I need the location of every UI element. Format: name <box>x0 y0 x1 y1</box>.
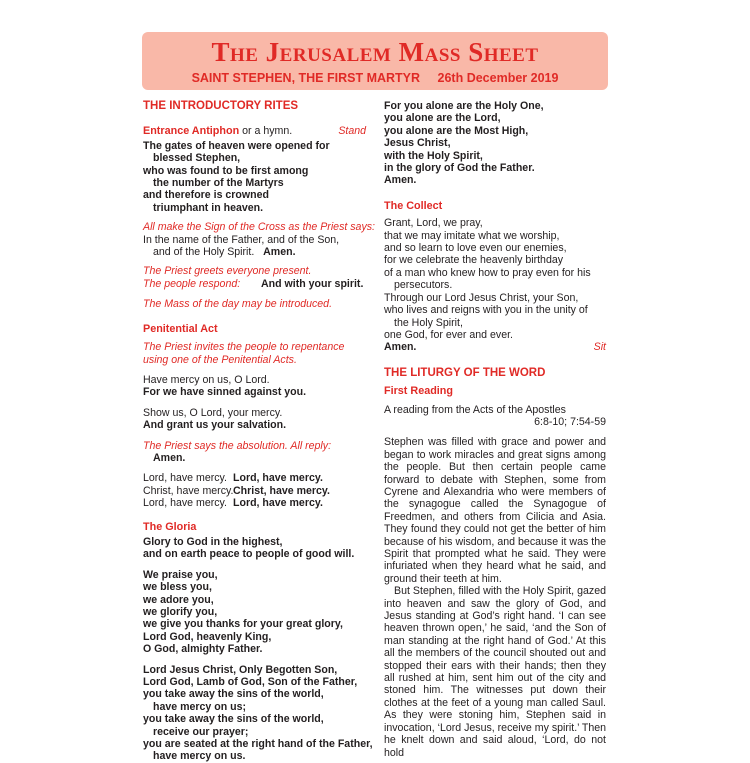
gloria-line: For you alone are the Holy One, <box>384 100 544 112</box>
gloria-line: you take away the sins of the world, <box>143 688 324 701</box>
reading-paragraph: But Stephen, filled with the Holy Spirit, gazed into heaven and saw the glory of God, and Jesus standing at God’s right hand. ‘I can see heaven thrown open,’ he said, ‘and the Son of man standing at the right hand of God.’ At this all the members of the council shouted out and stopped their ears with their hands; then they all rushed at him, sent him out of the city and stoned him. The witnesses put down their clothes at the feet of a young man called Saul. As they were stoning him, Stephen said in invocation, ‘Lord Jesus, receive my spirit.’ Then he knelt down and said aloud, ‘Lord, do not hold <box>384 585 606 759</box>
collect-line: of a man who knew how to pray even for his <box>384 266 591 279</box>
sheet-subtitle <box>142 71 608 85</box>
right-column <box>384 100 606 759</box>
liturgy-of-word-heading: THE LITURGY OF THE WORD <box>384 366 546 379</box>
gloria-line: we bless you, <box>143 581 212 594</box>
collect-amen-line <box>384 341 606 353</box>
posture-stand: Stand <box>338 125 366 138</box>
collect-amen: Amen. <box>384 341 417 354</box>
absolution-rubric: The Priest says the absolution. All reply: <box>143 439 332 452</box>
gloria-line: you take away the sins of the world, <box>143 713 324 726</box>
penitential-act-heading: Penitential Act <box>143 322 218 335</box>
collect-line: Grant, Lord, we pray, <box>384 217 483 230</box>
entrance-antiphon-label: Entrance Antiphon <box>143 125 240 138</box>
collect-line: that we may imitate what we worship, <box>384 229 560 242</box>
antiphon-line: the number of the Martyrs <box>153 177 284 190</box>
entrance-antiphon-line <box>143 125 366 137</box>
collect-line: for we celebrate the heavenly birthday <box>384 254 564 267</box>
reading-paragraph: Stephen was filled with grace and power and began to work miracles and great signs among the people. But then certain people came forward to debate with Stephen, some from Cyrene and Alexandria who were members of the synagogue called the Synagogue of Freedmen, and others from Cilicia and Asia. They found they could not get the better of him because of his wisdom, and because it was the Spirit that prompted what he said. They were infuriated when they heard what he said, and ground their teeth at him. <box>384 436 606 585</box>
sign-amen: Amen. <box>263 246 296 259</box>
masthead <box>142 32 608 90</box>
kyrie-people: Lord, have mercy. <box>233 497 323 510</box>
gloria-line: O God, almighty Father. <box>143 643 263 656</box>
gloria-line: have mercy on us; <box>153 700 247 713</box>
gloria-line: Lord God, Lamb of God, Son of the Father, <box>143 676 358 689</box>
gloria-line: We praise you, <box>143 568 218 581</box>
sheet-title: The Jerusalem Mass Sheet <box>211 37 539 67</box>
collect-line: persecutors. <box>394 279 453 292</box>
collect-line: one God, for ever and ever. <box>384 328 513 341</box>
kyrie-line <box>143 472 366 484</box>
gloria-line: Lord God, heavenly King, <box>143 630 272 643</box>
mass-introduction-rubric: The Mass of the day may be introduced. <box>143 298 333 311</box>
gloria-line: Lord Jesus Christ, Only Begotten Son, <box>143 663 338 676</box>
antiphon-line: and therefore is crowned <box>143 189 269 202</box>
antiphon-line: The gates of heaven were opened for <box>143 139 330 152</box>
introductory-rites-heading: THE INTRODUCTORY RITES <box>143 100 299 112</box>
reading-introduction: A reading from the Acts of the Apostles <box>384 403 566 416</box>
collect-line: who lives and reigns with you in the unity of <box>384 304 588 317</box>
gloria-line: we glorify you, <box>143 606 218 618</box>
sign-of-cross-line: In the name of the Father, and of the Son, <box>143 233 340 246</box>
gloria-line: Jesus Christ, <box>384 137 451 150</box>
collect-heading: The Collect <box>384 199 443 212</box>
collect-line: and so learn to love even our enemies, <box>384 242 567 255</box>
sign-of-cross-rubric: All make the Sign of the Cross as the Priest says: <box>143 221 375 234</box>
gloria-line: in the glory of God the Father. <box>384 162 535 175</box>
mercy-people: And grant us your salvation. <box>143 419 287 432</box>
gloria-amen: Amen. <box>384 174 417 187</box>
gloria-line: Glory to God in the highest, <box>143 535 283 548</box>
kyrie-priest: Lord, have mercy. <box>143 472 227 485</box>
greeting-response: And with your spirit. <box>261 277 364 290</box>
gloria-line: receive our prayer; <box>153 725 249 738</box>
penitential-rubric: The Priest invites the people to repentance <box>143 341 345 354</box>
entrance-antiphon-text <box>143 140 366 214</box>
gloria-line: and on earth peace to people of good will. <box>143 548 355 561</box>
gloria-heading: The Gloria <box>143 520 197 533</box>
gloria-stanza <box>143 536 366 561</box>
kyrie-people: Christ, have mercy. <box>233 484 330 497</box>
gloria-conclusion <box>384 100 606 187</box>
mercy-priest: Have mercy on us, O Lord. <box>143 373 270 386</box>
collect-line: Through our Lord Jesus Christ, your Son, <box>384 291 579 304</box>
gloria-line: you are seated at the right hand of the Father, <box>143 738 373 751</box>
feast-name: SAINT STEPHEN, THE FIRST MARTYR <box>191 71 421 85</box>
gloria-line: with the Holy Spirit, <box>384 149 483 162</box>
posture-sit: Sit <box>593 341 606 354</box>
antiphon-line: triumphant in heaven. <box>153 201 264 214</box>
reading-reference: 6:8-10; 7:54-59 <box>534 415 606 428</box>
sign-of-cross-line <box>143 246 366 258</box>
gloria-stanza <box>143 569 366 656</box>
greeting-response-line <box>143 278 366 290</box>
gloria-line: we give you thanks for your great glory, <box>143 618 343 631</box>
gloria-line: we adore you, <box>143 593 214 606</box>
gloria-stanza <box>143 663 373 763</box>
kyrie-line <box>143 497 366 509</box>
gloria-line: have mercy on us. <box>153 750 246 763</box>
penitential-rubric: using one of the Penitential Acts. <box>143 353 297 366</box>
antiphon-line: blessed Stephen, <box>153 152 241 165</box>
kyrie-priest: Christ, have mercy. <box>143 484 234 497</box>
kyrie-people: Lord, have mercy. <box>233 472 323 485</box>
entrance-or-hymn: or a hymn. <box>239 125 293 138</box>
mercy-priest: Show us, O Lord, your mercy. <box>143 406 283 419</box>
absolution-amen: Amen. <box>153 451 186 464</box>
kyrie-line <box>143 485 366 497</box>
gloria-line: you alone are the Lord, <box>384 112 501 125</box>
kyrie-priest: Lord, have mercy. <box>143 497 227 510</box>
respond-rubric: The people respond: <box>143 277 241 290</box>
first-reading-heading: First Reading <box>384 385 453 398</box>
collect-text <box>384 217 606 353</box>
sign-of-cross-line-end: and of the Holy Spirit. <box>153 246 255 259</box>
antiphon-line: who was found to be first among <box>143 164 309 177</box>
feast-date: 26th December 2019 <box>437 71 559 85</box>
gloria-line: you alone are the Most High, <box>384 124 529 137</box>
mercy-people: For we have sinned against you. <box>143 386 307 399</box>
collect-line: the Holy Spirit, <box>394 316 463 329</box>
left-column <box>143 100 375 763</box>
kyrie <box>143 472 366 509</box>
greeting-rubric: The Priest greets everyone present. <box>143 265 312 278</box>
